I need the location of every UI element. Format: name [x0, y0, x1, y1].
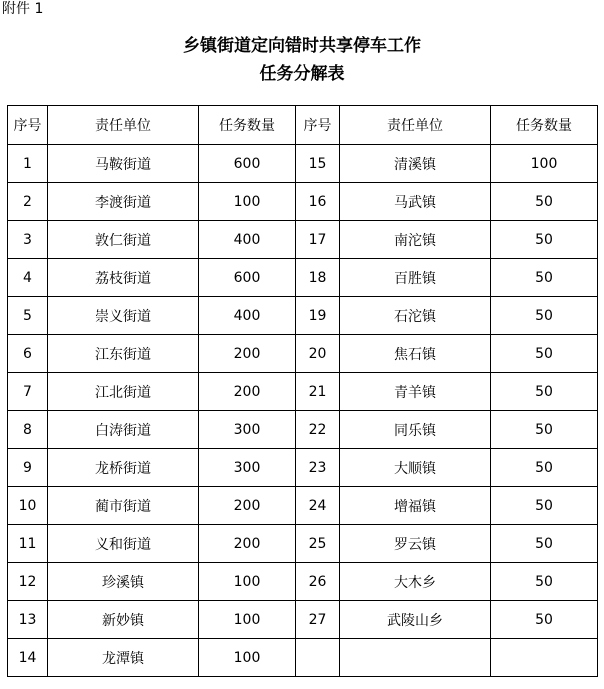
serial-number-cell: 12	[8, 563, 48, 601]
table-row	[8, 639, 598, 677]
serial-number-cell	[296, 639, 340, 677]
task-quantity-cell: 50	[491, 297, 598, 335]
serial-number-cell: 26	[296, 563, 340, 601]
attachment-label: 附件 1	[2, 1, 44, 17]
task-quantity-cell: 50	[491, 487, 598, 525]
responsible-unit-cell: 马鞍街道	[48, 145, 199, 183]
serial-number-cell: 18	[296, 259, 340, 297]
serial-number-cell: 1	[8, 145, 48, 183]
task-quantity-cell: 200	[199, 335, 296, 373]
task-quantity-cell: 100	[199, 183, 296, 221]
responsible-unit-cell: 马武镇	[340, 183, 491, 221]
responsible-unit-cell: 白涛街道	[48, 411, 199, 449]
table-header-row	[8, 106, 598, 145]
serial-number-cell: 22	[296, 411, 340, 449]
header-serial-number: 序号	[296, 106, 340, 145]
serial-number-cell: 4	[8, 259, 48, 297]
responsible-unit-cell: 龙桥街道	[48, 449, 199, 487]
task-quantity-cell: 50	[491, 525, 598, 563]
task-breakdown-table	[7, 105, 598, 677]
serial-number-cell: 6	[8, 335, 48, 373]
table-body	[8, 145, 598, 677]
table-row	[8, 335, 598, 373]
serial-number-cell: 19	[296, 297, 340, 335]
table-row	[8, 601, 598, 639]
task-quantity-cell: 50	[491, 335, 598, 373]
responsible-unit-cell: 龙潭镇	[48, 639, 199, 677]
task-quantity-cell: 200	[199, 487, 296, 525]
serial-number-cell: 9	[8, 449, 48, 487]
task-quantity-cell: 50	[491, 221, 598, 259]
responsible-unit-cell: 新妙镇	[48, 601, 199, 639]
task-quantity-cell: 200	[199, 373, 296, 411]
table-row	[8, 487, 598, 525]
task-quantity-cell: 200	[199, 525, 296, 563]
responsible-unit-cell: 蔺市街道	[48, 487, 199, 525]
responsible-unit-cell: 崇义街道	[48, 297, 199, 335]
header-serial-number: 序号	[8, 106, 48, 145]
table-row	[8, 563, 598, 601]
responsible-unit-cell: 同乐镇	[340, 411, 491, 449]
task-quantity-cell: 600	[199, 145, 296, 183]
table-row	[8, 297, 598, 335]
responsible-unit-cell: 敦仁街道	[48, 221, 199, 259]
responsible-unit-cell: 大木乡	[340, 563, 491, 601]
task-quantity-cell: 50	[491, 601, 598, 639]
responsible-unit-cell: 武陵山乡	[340, 601, 491, 639]
task-quantity-cell: 100	[199, 601, 296, 639]
task-quantity-cell: 400	[199, 297, 296, 335]
table-row	[8, 259, 598, 297]
responsible-unit-cell: 大顺镇	[340, 449, 491, 487]
header-responsible-unit: 责任单位	[48, 106, 199, 145]
serial-number-cell: 23	[296, 449, 340, 487]
header-task-quantity: 任务数量	[491, 106, 598, 145]
serial-number-cell: 7	[8, 373, 48, 411]
responsible-unit-cell: 江北街道	[48, 373, 199, 411]
task-quantity-cell: 600	[199, 259, 296, 297]
responsible-unit-cell: 罗云镇	[340, 525, 491, 563]
responsible-unit-cell	[340, 639, 491, 677]
serial-number-cell: 11	[8, 525, 48, 563]
task-quantity-cell: 50	[491, 563, 598, 601]
task-quantity-cell: 300	[199, 411, 296, 449]
serial-number-cell: 13	[8, 601, 48, 639]
table-row	[8, 145, 598, 183]
serial-number-cell: 3	[8, 221, 48, 259]
table-row	[8, 449, 598, 487]
responsible-unit-cell: 百胜镇	[340, 259, 491, 297]
task-quantity-cell: 50	[491, 373, 598, 411]
responsible-unit-cell: 珍溪镇	[48, 563, 199, 601]
responsible-unit-cell: 焦石镇	[340, 335, 491, 373]
task-quantity-cell: 100	[199, 563, 296, 601]
task-quantity-cell: 100	[199, 639, 296, 677]
responsible-unit-cell: 青羊镇	[340, 373, 491, 411]
responsible-unit-cell: 南沱镇	[340, 221, 491, 259]
responsible-unit-cell: 江东街道	[48, 335, 199, 373]
serial-number-cell: 25	[296, 525, 340, 563]
document-title-line-2: 任务分解表	[259, 64, 345, 84]
table-row	[8, 183, 598, 221]
serial-number-cell: 8	[8, 411, 48, 449]
responsible-unit-cell: 荔枝街道	[48, 259, 199, 297]
header-responsible-unit: 责任单位	[340, 106, 491, 145]
table-row	[8, 221, 598, 259]
serial-number-cell: 14	[8, 639, 48, 677]
task-quantity-cell: 50	[491, 183, 598, 221]
serial-number-cell: 27	[296, 601, 340, 639]
task-quantity-cell: 100	[491, 145, 598, 183]
task-quantity-cell: 300	[199, 449, 296, 487]
responsible-unit-cell: 清溪镇	[340, 145, 491, 183]
task-quantity-cell: 50	[491, 259, 598, 297]
table-row	[8, 411, 598, 449]
task-quantity-cell: 50	[491, 449, 598, 487]
serial-number-cell: 17	[296, 221, 340, 259]
serial-number-cell: 2	[8, 183, 48, 221]
responsible-unit-cell: 义和街道	[48, 525, 199, 563]
header-task-quantity: 任务数量	[199, 106, 296, 145]
task-quantity-cell: 50	[491, 411, 598, 449]
responsible-unit-cell: 增福镇	[340, 487, 491, 525]
responsible-unit-cell: 李渡街道	[48, 183, 199, 221]
serial-number-cell: 20	[296, 335, 340, 373]
document-title-line-1: 乡镇街道定向错时共享停车工作	[183, 36, 421, 56]
serial-number-cell: 16	[296, 183, 340, 221]
table-row	[8, 373, 598, 411]
responsible-unit-cell: 石沱镇	[340, 297, 491, 335]
task-quantity-cell: 400	[199, 221, 296, 259]
serial-number-cell: 10	[8, 487, 48, 525]
table-row	[8, 525, 598, 563]
serial-number-cell: 21	[296, 373, 340, 411]
serial-number-cell: 15	[296, 145, 340, 183]
serial-number-cell: 5	[8, 297, 48, 335]
serial-number-cell: 24	[296, 487, 340, 525]
task-quantity-cell	[491, 639, 598, 677]
